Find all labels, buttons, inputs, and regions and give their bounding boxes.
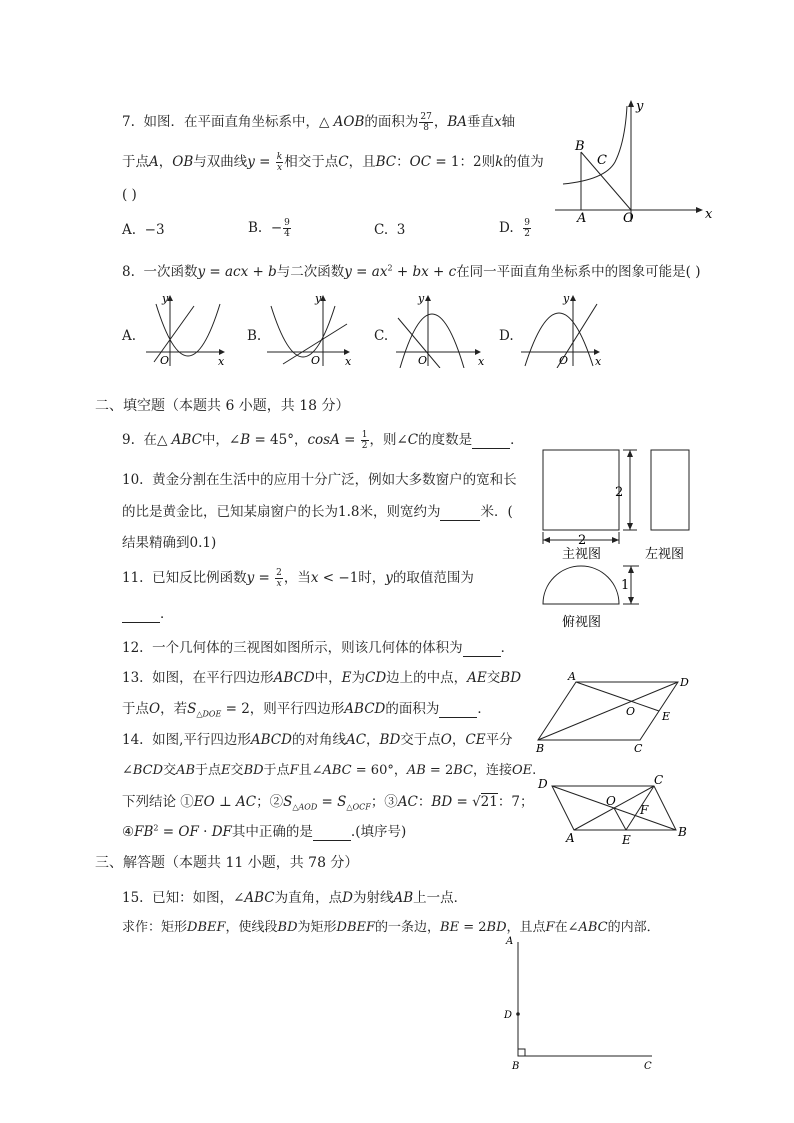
label-c: C xyxy=(654,773,664,787)
text: 于点 xyxy=(195,763,222,778)
text: AB xyxy=(393,890,414,906)
text: 已知反比例函数 xyxy=(152,570,247,586)
answer-blank[interactable] xyxy=(463,640,501,657)
text: OC xyxy=(409,154,432,170)
label-y: y xyxy=(315,292,322,305)
text: 黄金分割在生活中的应用十分广泛，例如大多数窗户的宽和长 xyxy=(152,472,517,488)
option-b[interactable] xyxy=(248,218,292,239)
text: S xyxy=(283,794,293,810)
main-view-label: 主视图 xyxy=(562,547,602,562)
q7-line1 xyxy=(122,110,515,133)
text: BD xyxy=(431,794,453,810)
text: A xyxy=(149,154,159,170)
text: .(填序号) xyxy=(350,824,407,840)
text: ∠C xyxy=(396,432,419,448)
text: ． xyxy=(477,701,491,717)
dim-arrow-up xyxy=(628,566,634,573)
question-number: 12. xyxy=(122,640,144,656)
q10-line3 xyxy=(122,531,216,551)
denominator: x xyxy=(276,163,283,173)
numerator: 9 xyxy=(284,218,290,228)
q15-line1 xyxy=(122,886,467,906)
text: x xyxy=(494,114,502,130)
diagonal-bd xyxy=(538,682,678,740)
text: y = ax xyxy=(344,264,388,280)
text: < −1时， xyxy=(318,570,386,586)
text: · xyxy=(198,824,212,840)
text: ；③ xyxy=(370,794,398,810)
label-d: D xyxy=(680,676,689,689)
text: 求作：矩形 xyxy=(122,920,188,935)
option-label: D. xyxy=(499,220,514,236)
text: ，若 xyxy=(160,701,188,717)
label-e: E xyxy=(622,833,631,847)
label-c: C xyxy=(644,1061,652,1072)
text: = 1：2则 xyxy=(431,154,496,170)
numerator: 9 xyxy=(524,218,530,228)
option-c[interactable] xyxy=(374,222,405,238)
question-number: 11. xyxy=(122,570,144,586)
y-axis-arrow xyxy=(628,100,634,107)
answer-blank[interactable] xyxy=(313,824,351,841)
text: 一次函数 xyxy=(143,264,198,280)
question-number: 7. xyxy=(122,114,135,130)
label-o: O xyxy=(626,705,636,718)
text: ，且点 xyxy=(506,920,546,935)
parabola xyxy=(271,306,335,357)
text: = 2，则平行四边形 xyxy=(221,701,345,717)
option-b-label[interactable]: B. xyxy=(247,328,262,344)
label-b: B xyxy=(678,825,687,839)
text: 的度数是 xyxy=(418,432,473,448)
text: 且 xyxy=(298,763,312,778)
question-number: 13. xyxy=(122,670,144,686)
text: ，则 xyxy=(369,432,397,448)
text: BD xyxy=(500,670,522,686)
dim-arrow-down xyxy=(628,597,634,604)
text: 21 xyxy=(480,794,498,810)
text: E xyxy=(341,670,352,686)
text: ， xyxy=(158,154,173,170)
text: ∠BCD xyxy=(122,763,164,778)
text: ． xyxy=(500,640,515,656)
q11-line2 xyxy=(122,602,174,623)
text: ABCD xyxy=(250,732,292,748)
dim-arrow-right xyxy=(612,537,619,543)
text: BD xyxy=(486,920,507,935)
q14-line3 xyxy=(122,790,533,812)
text: 于点 xyxy=(263,763,290,778)
option-label: A. xyxy=(122,222,137,238)
text: AC xyxy=(397,794,418,810)
text: 与双曲线 xyxy=(193,154,248,170)
text: 交 xyxy=(163,763,177,778)
text: O xyxy=(440,732,452,748)
q13-figure xyxy=(532,668,702,756)
text: 2 xyxy=(153,823,159,833)
text: ABCD xyxy=(273,670,315,686)
q15-figure xyxy=(500,932,670,1072)
text: F xyxy=(545,920,555,935)
numerator: 27 xyxy=(420,112,432,122)
text: 交 xyxy=(486,670,501,686)
text: ∠ABC xyxy=(233,890,275,906)
label-d: D xyxy=(538,777,548,791)
left-view-label: 左视图 xyxy=(645,547,685,562)
text: 如图，在平行四边形 xyxy=(152,670,274,686)
text: △DOE xyxy=(196,709,222,719)
label-c: C xyxy=(634,742,643,755)
text: △OCF xyxy=(346,802,371,812)
text: ABC xyxy=(171,432,202,448)
option-label: C. xyxy=(374,222,389,238)
numerator: 1 xyxy=(361,430,368,440)
q8-graph-b xyxy=(265,290,360,368)
text: BA xyxy=(447,114,468,130)
denominator: 2 xyxy=(524,229,530,239)
label-f: F xyxy=(640,803,649,817)
parabola xyxy=(400,314,464,368)
text: BD xyxy=(379,732,401,748)
dim-arrow-left xyxy=(543,537,550,543)
text: BE xyxy=(440,920,460,935)
text: + bx + c xyxy=(392,264,457,280)
numerator: 2 xyxy=(276,568,282,578)
text: E xyxy=(221,763,231,778)
text: DF xyxy=(211,824,232,840)
text: 的面积为 xyxy=(385,701,440,717)
fraction-k xyxy=(276,152,283,173)
text: S xyxy=(337,794,347,810)
text: ∠B xyxy=(228,432,251,448)
q13-line2 xyxy=(122,697,491,719)
answer-blank[interactable] xyxy=(122,606,160,623)
text: 上一点． xyxy=(413,890,468,906)
question-number: 15. xyxy=(122,890,144,906)
label-e: E xyxy=(662,710,671,723)
text: ∠ABC xyxy=(311,763,352,778)
q7-line2 xyxy=(122,150,544,173)
label-c: C xyxy=(597,153,607,168)
q8-line xyxy=(122,260,700,280)
label-x: x xyxy=(595,355,602,368)
text: ⊥ xyxy=(214,794,237,810)
q8-options xyxy=(122,290,622,370)
text: AC xyxy=(345,732,367,748)
text: 为矩形 xyxy=(297,920,337,935)
q8-graph-c xyxy=(394,290,489,368)
text: 结果精确到 xyxy=(122,535,190,551)
text: 下列结论 ① xyxy=(122,794,194,810)
question-number: 14. xyxy=(122,732,144,748)
q7-options xyxy=(122,218,542,248)
text: 与二次函数 xyxy=(276,264,345,280)
text: ，使线段 xyxy=(225,920,278,935)
question-number: 9. xyxy=(122,432,135,448)
q14-line2 xyxy=(122,759,536,778)
q9-line xyxy=(122,428,524,451)
text: = xyxy=(158,824,179,840)
right-angle-mark xyxy=(518,1049,525,1056)
text: 为直角，点 xyxy=(274,890,343,906)
text: CE xyxy=(465,732,486,748)
text: BD xyxy=(277,920,298,935)
text: √ xyxy=(472,794,481,810)
question-number: 10. xyxy=(122,472,144,488)
text: 的值为 xyxy=(503,154,544,170)
text: 一个几何体的三视图如图所示，则该几何体的体积为 xyxy=(152,640,463,656)
dim-arrow-down xyxy=(627,523,633,530)
label-a: A xyxy=(568,670,576,683)
top-view-label: 俯视图 xyxy=(562,615,602,630)
section-heading-3: 三、解答题（本题共 11 小题，共 78 分） xyxy=(95,855,359,871)
q8-graph-d xyxy=(519,290,614,368)
label-y: y xyxy=(418,292,425,305)
text: 如图,平行四边形 xyxy=(152,732,251,748)
text: 米，则宽约为 xyxy=(359,504,441,520)
option-d[interactable] xyxy=(499,218,532,239)
label-a: A xyxy=(566,831,575,845)
text: y = acx + b xyxy=(197,264,277,280)
text: BC xyxy=(453,763,473,778)
label-d: D xyxy=(504,1010,513,1021)
label-o: O xyxy=(311,354,321,367)
text: 中， xyxy=(201,432,229,448)
option-a-label[interactable]: A. xyxy=(122,328,137,344)
text: = xyxy=(254,154,275,170)
text: 中， xyxy=(314,670,342,686)
main-view-rect xyxy=(543,450,619,530)
text: ， xyxy=(366,732,380,748)
text: 0.1 xyxy=(189,535,211,551)
text: 为射线 xyxy=(352,890,394,906)
text: 于点 xyxy=(122,154,149,170)
question-number: 8. xyxy=(122,264,135,280)
label-y: y xyxy=(563,292,570,305)
denominator: 8 xyxy=(423,123,430,133)
text: = xyxy=(452,794,473,810)
text: F xyxy=(289,763,299,778)
text: 交 xyxy=(230,763,244,778)
label-b: B xyxy=(536,742,545,755)
text: EO xyxy=(193,794,215,810)
text: 米．( xyxy=(480,504,513,520)
label-x: x xyxy=(218,355,225,368)
text: △ xyxy=(156,432,168,448)
text: y xyxy=(247,154,255,170)
text: = xyxy=(339,432,360,448)
q10-line1 xyxy=(122,468,517,488)
text: 在 xyxy=(143,432,157,448)
text: 的内部． xyxy=(607,920,660,935)
text: 在同一平面直角坐标系中的图象可能是( ) xyxy=(456,264,701,280)
text: BC xyxy=(375,154,397,170)
text: 垂直 xyxy=(467,114,495,130)
text: △ xyxy=(318,114,330,130)
dim-arrow-up xyxy=(627,450,633,457)
parabola xyxy=(156,304,220,356)
text: ；② xyxy=(256,794,284,810)
text: 平分 xyxy=(485,732,513,748)
text: cosA xyxy=(307,432,340,448)
text: 已知：如图， xyxy=(152,890,234,906)
option-d-label[interactable]: D. xyxy=(499,328,514,344)
text: ∠ABC xyxy=(567,920,608,935)
label-y: y xyxy=(636,99,644,114)
text: ： xyxy=(417,794,432,810)
text: AOB xyxy=(333,114,365,130)
text: 的取值范围为 xyxy=(392,570,474,586)
label-o: O xyxy=(559,354,569,367)
label-o: O xyxy=(418,354,428,367)
text: ，当 xyxy=(283,570,311,586)
text: x xyxy=(310,570,319,586)
text: ，连接 xyxy=(472,763,512,778)
text: AC xyxy=(236,794,257,810)
q14-line4 xyxy=(122,820,406,841)
denominator: 4 xyxy=(284,229,290,239)
text: CD xyxy=(365,670,387,686)
text: 交于点 xyxy=(400,732,441,748)
three-views-figure xyxy=(535,444,705,634)
text: 的一条边， xyxy=(375,920,441,935)
text: ， xyxy=(451,732,466,748)
label-x: x xyxy=(478,355,485,368)
label-x: x xyxy=(345,355,352,368)
text: 于点 xyxy=(122,701,149,717)
text: ． xyxy=(160,606,174,622)
text: = 2 xyxy=(425,763,454,778)
q14-figure xyxy=(532,770,698,848)
y-axis-arrow xyxy=(570,295,576,301)
denominator: 2 xyxy=(361,441,368,451)
text: DBEF xyxy=(336,920,376,935)
text: 的比是黄金比，已知某扇窗户的长为 xyxy=(122,504,338,520)
label-a: A xyxy=(506,936,514,947)
text: = xyxy=(317,794,338,810)
text: DBEF xyxy=(187,920,226,935)
text: = 45°， xyxy=(250,432,308,448)
text: 的对角线 xyxy=(291,732,346,748)
text: . xyxy=(532,763,537,778)
text: = 2 xyxy=(459,920,487,935)
label-y: y xyxy=(162,292,169,305)
answer-blank[interactable] xyxy=(439,701,477,718)
text: AE xyxy=(467,670,487,686)
text: 如图．在平面直角坐标系中， xyxy=(143,114,319,130)
text: 的面积为 xyxy=(364,114,419,130)
dim-height-label: 2 xyxy=(615,485,624,500)
text: y xyxy=(246,570,255,586)
text: ： xyxy=(396,154,410,170)
option-label: B. xyxy=(248,220,263,236)
section-heading-2: 二、填空题（本题共 6 小题，共 18 分） xyxy=(95,398,350,414)
text: OF xyxy=(178,824,199,840)
text: C xyxy=(338,154,349,170)
x-axis-arrow xyxy=(696,207,703,213)
option-c-label[interactable]: C. xyxy=(374,328,389,344)
text: ④ xyxy=(122,824,135,840)
text: 2 xyxy=(387,263,393,273)
text: 为 xyxy=(351,670,366,686)
text: 边上的中点， xyxy=(386,670,468,686)
text: OE xyxy=(512,763,533,778)
point-d xyxy=(516,1012,520,1016)
text: ， xyxy=(433,114,448,130)
hyperbola-curve xyxy=(563,106,627,184)
q11-line1 xyxy=(122,566,474,589)
left-view-rect xyxy=(651,450,689,530)
label-b: B xyxy=(575,139,585,154)
text: OB xyxy=(172,154,194,170)
text: O xyxy=(149,701,161,717)
numerator: k xyxy=(276,152,283,162)
text: ABCD xyxy=(344,701,386,717)
text: k xyxy=(495,154,504,170)
q8-graph-a xyxy=(144,290,234,368)
label-b: B xyxy=(512,1061,520,1072)
text: S xyxy=(187,701,197,717)
text: ：7； xyxy=(497,794,534,810)
text: 相交于点 xyxy=(284,154,339,170)
q12-line xyxy=(122,636,514,657)
option-value: − xyxy=(270,220,283,236)
label-x: x xyxy=(705,207,713,222)
text: 1.8 xyxy=(338,504,360,520)
option-a[interactable] xyxy=(122,222,165,238)
text: D xyxy=(342,890,353,906)
text: 轴 xyxy=(501,114,516,130)
q7-paren: ( ) xyxy=(122,187,137,203)
q10-line2 xyxy=(122,500,513,521)
text: 其中正确的是 xyxy=(231,824,313,840)
text: AB xyxy=(406,763,426,778)
text: ) xyxy=(210,535,217,551)
text: BD xyxy=(243,763,264,778)
label-o: O xyxy=(623,211,634,224)
text: FB xyxy=(134,824,154,840)
answer-blank[interactable] xyxy=(472,432,510,449)
text: AB xyxy=(176,763,196,778)
denominator: x xyxy=(276,579,282,589)
text: ，且 xyxy=(348,154,376,170)
text: = 60°， xyxy=(351,763,407,778)
answer-blank[interactable] xyxy=(440,504,480,521)
dim-radius-label: 1 xyxy=(621,578,630,593)
text: y xyxy=(385,570,393,586)
text: △AOD xyxy=(292,802,318,812)
option-value: −3 xyxy=(144,222,165,238)
text: = xyxy=(254,570,275,586)
q13-line1 xyxy=(122,666,521,686)
top-view-semicircle xyxy=(543,566,619,604)
option-value: 3 xyxy=(396,222,406,238)
text: ． xyxy=(510,432,524,448)
text: 在 xyxy=(554,920,568,935)
label-o: O xyxy=(160,354,170,367)
label-a: A xyxy=(577,211,587,224)
label-o: O xyxy=(606,794,616,808)
q7-figure xyxy=(555,98,715,224)
q14-line1 xyxy=(122,728,513,748)
dim-width-label: 2 xyxy=(578,533,587,548)
y-axis-arrow xyxy=(425,295,431,301)
fraction-area xyxy=(419,112,432,133)
